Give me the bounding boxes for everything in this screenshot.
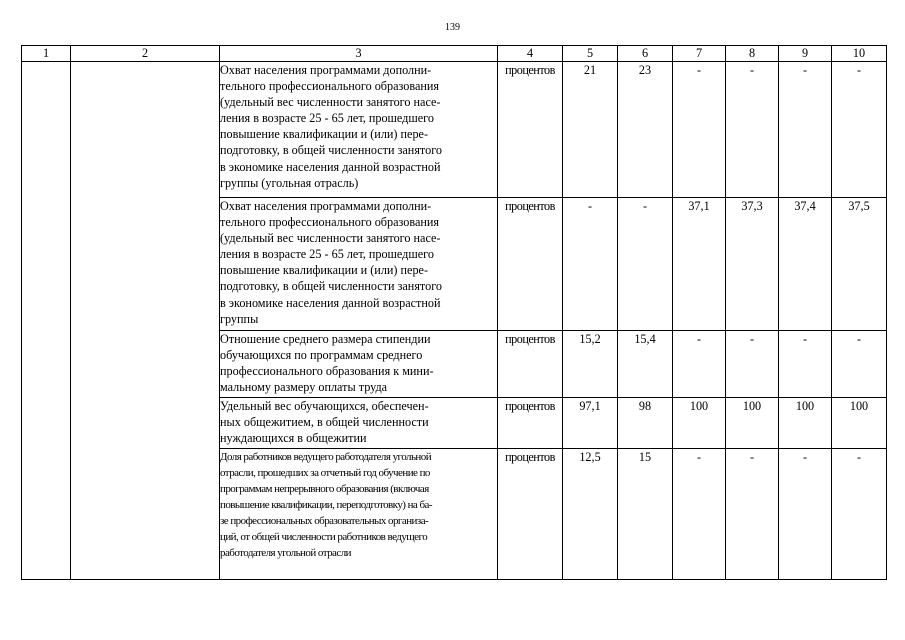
value-cell: - — [779, 331, 832, 398]
value-cell: - — [618, 198, 673, 331]
value-cell: - — [779, 449, 832, 580]
column-number-row — [22, 46, 887, 62]
text-line: Отношение среднего размера стипендии — [220, 332, 431, 346]
text-line: в экономике населения данной возрастной — [220, 159, 441, 174]
value-cell: 98 — [618, 398, 673, 449]
text-line: группы (угольная отрасль) — [220, 175, 359, 190]
indicator-name — [220, 398, 498, 449]
value-cell: - — [726, 331, 779, 398]
text-line: тельного профессионального образования — [220, 79, 439, 94]
column-header-6: 6 — [618, 46, 673, 62]
column-header-8: 8 — [726, 46, 779, 62]
column-header-5: 5 — [563, 46, 618, 62]
value-cell: 37,5 — [832, 198, 887, 331]
indicator-name — [220, 198, 498, 331]
text-line: зе профессиональных образовательных организа- — [220, 515, 429, 527]
text-line: обучающихся по программам среднего — [220, 348, 423, 363]
value-cell: 37,1 — [673, 198, 726, 331]
text-line: ных общежитием, в общей численности — [220, 415, 429, 430]
text-line: тельного профессионального образования — [220, 215, 439, 230]
text-line: ления в возрасте 25 - 65 лет, прошедшего — [220, 111, 434, 126]
indicators-table — [21, 45, 887, 580]
value-cell: 12,5 — [563, 449, 618, 580]
value-cell: 21 — [563, 62, 618, 198]
text-line: в экономике населения данной возрастной — [220, 295, 441, 310]
table-row — [22, 62, 887, 198]
value-cell: 37,3 — [726, 198, 779, 331]
text-line: отрасли, прошедших за отчетный год обучение по — [220, 467, 430, 479]
value-cell: - — [673, 449, 726, 580]
value-cell: - — [673, 62, 726, 198]
value-cell: - — [673, 331, 726, 398]
text-line: Доля работников ведущего работодателя угольной — [220, 451, 432, 463]
text-line: Охват населения программами дополни- — [220, 199, 432, 213]
indicator-name — [220, 449, 498, 580]
text-line: нуждающихся в общежитии — [220, 431, 367, 446]
indicator-name — [220, 331, 498, 398]
value-cell: 23 — [618, 62, 673, 198]
text-line: Охват населения программами дополни- — [220, 63, 432, 77]
text-line: повышение квалификации, переподготовку) на ба- — [220, 499, 432, 511]
unit-cell: процентов — [498, 398, 563, 449]
value-cell: - — [832, 449, 887, 580]
column-header-4: 4 — [498, 46, 563, 62]
text-line: программам непрерывного образования (включая — [220, 483, 429, 495]
value-cell: - — [832, 331, 887, 398]
column-header-7: 7 — [673, 46, 726, 62]
value-cell: - — [726, 62, 779, 198]
column-header-2: 2 — [71, 46, 220, 62]
text-line: группы — [220, 311, 259, 326]
text-line: повышение квалификации и (или) пере- — [220, 263, 429, 278]
unit-cell: процентов — [498, 449, 563, 580]
value-cell: 100 — [779, 398, 832, 449]
text-line: ций, от общей численности работников ведущего — [220, 531, 428, 543]
empty-cell-col2 — [71, 62, 220, 580]
value-cell: - — [832, 62, 887, 198]
page-number: 139 — [445, 22, 460, 33]
text-line: подготовку, в общей численности занятого — [220, 143, 442, 158]
indicator-name — [220, 62, 498, 198]
column-header-9: 9 — [779, 46, 832, 62]
text-line: (удельный вес численности занятого насе- — [220, 95, 441, 110]
value-cell: - — [563, 198, 618, 331]
value-cell: 100 — [832, 398, 887, 449]
unit-cell: процентов — [498, 62, 563, 198]
value-cell: 15,4 — [618, 331, 673, 398]
text-line: работодателя угольной отрасли — [220, 547, 351, 559]
column-header-3: 3 — [220, 46, 498, 62]
text-line: ления в возрасте 25 - 65 лет, прошедшего — [220, 247, 434, 262]
value-cell: - — [726, 449, 779, 580]
value-cell: 37,4 — [779, 198, 832, 331]
text-line: Удельный вес обучающихся, обеспечен- — [220, 399, 429, 413]
text-line: (удельный вес численности занятого насе- — [220, 231, 441, 246]
value-cell: 100 — [673, 398, 726, 449]
text-line: профессионального образования к мини- — [220, 364, 434, 379]
value-cell: 15,2 — [563, 331, 618, 398]
value-cell: 97,1 — [563, 398, 618, 449]
unit-cell: процентов — [498, 331, 563, 398]
text-line: повышение квалификации и (или) пере- — [220, 127, 429, 142]
unit-cell: процентов — [498, 198, 563, 331]
column-header-1: 1 — [22, 46, 71, 62]
value-cell: 100 — [726, 398, 779, 449]
value-cell: 15 — [618, 449, 673, 580]
value-cell: - — [779, 62, 832, 198]
text-line: подготовку, в общей численности занятого — [220, 279, 442, 294]
column-header-10: 10 — [832, 46, 887, 62]
empty-cell-col1 — [22, 62, 71, 580]
text-line: мальному размеру оплаты труда — [220, 380, 388, 395]
